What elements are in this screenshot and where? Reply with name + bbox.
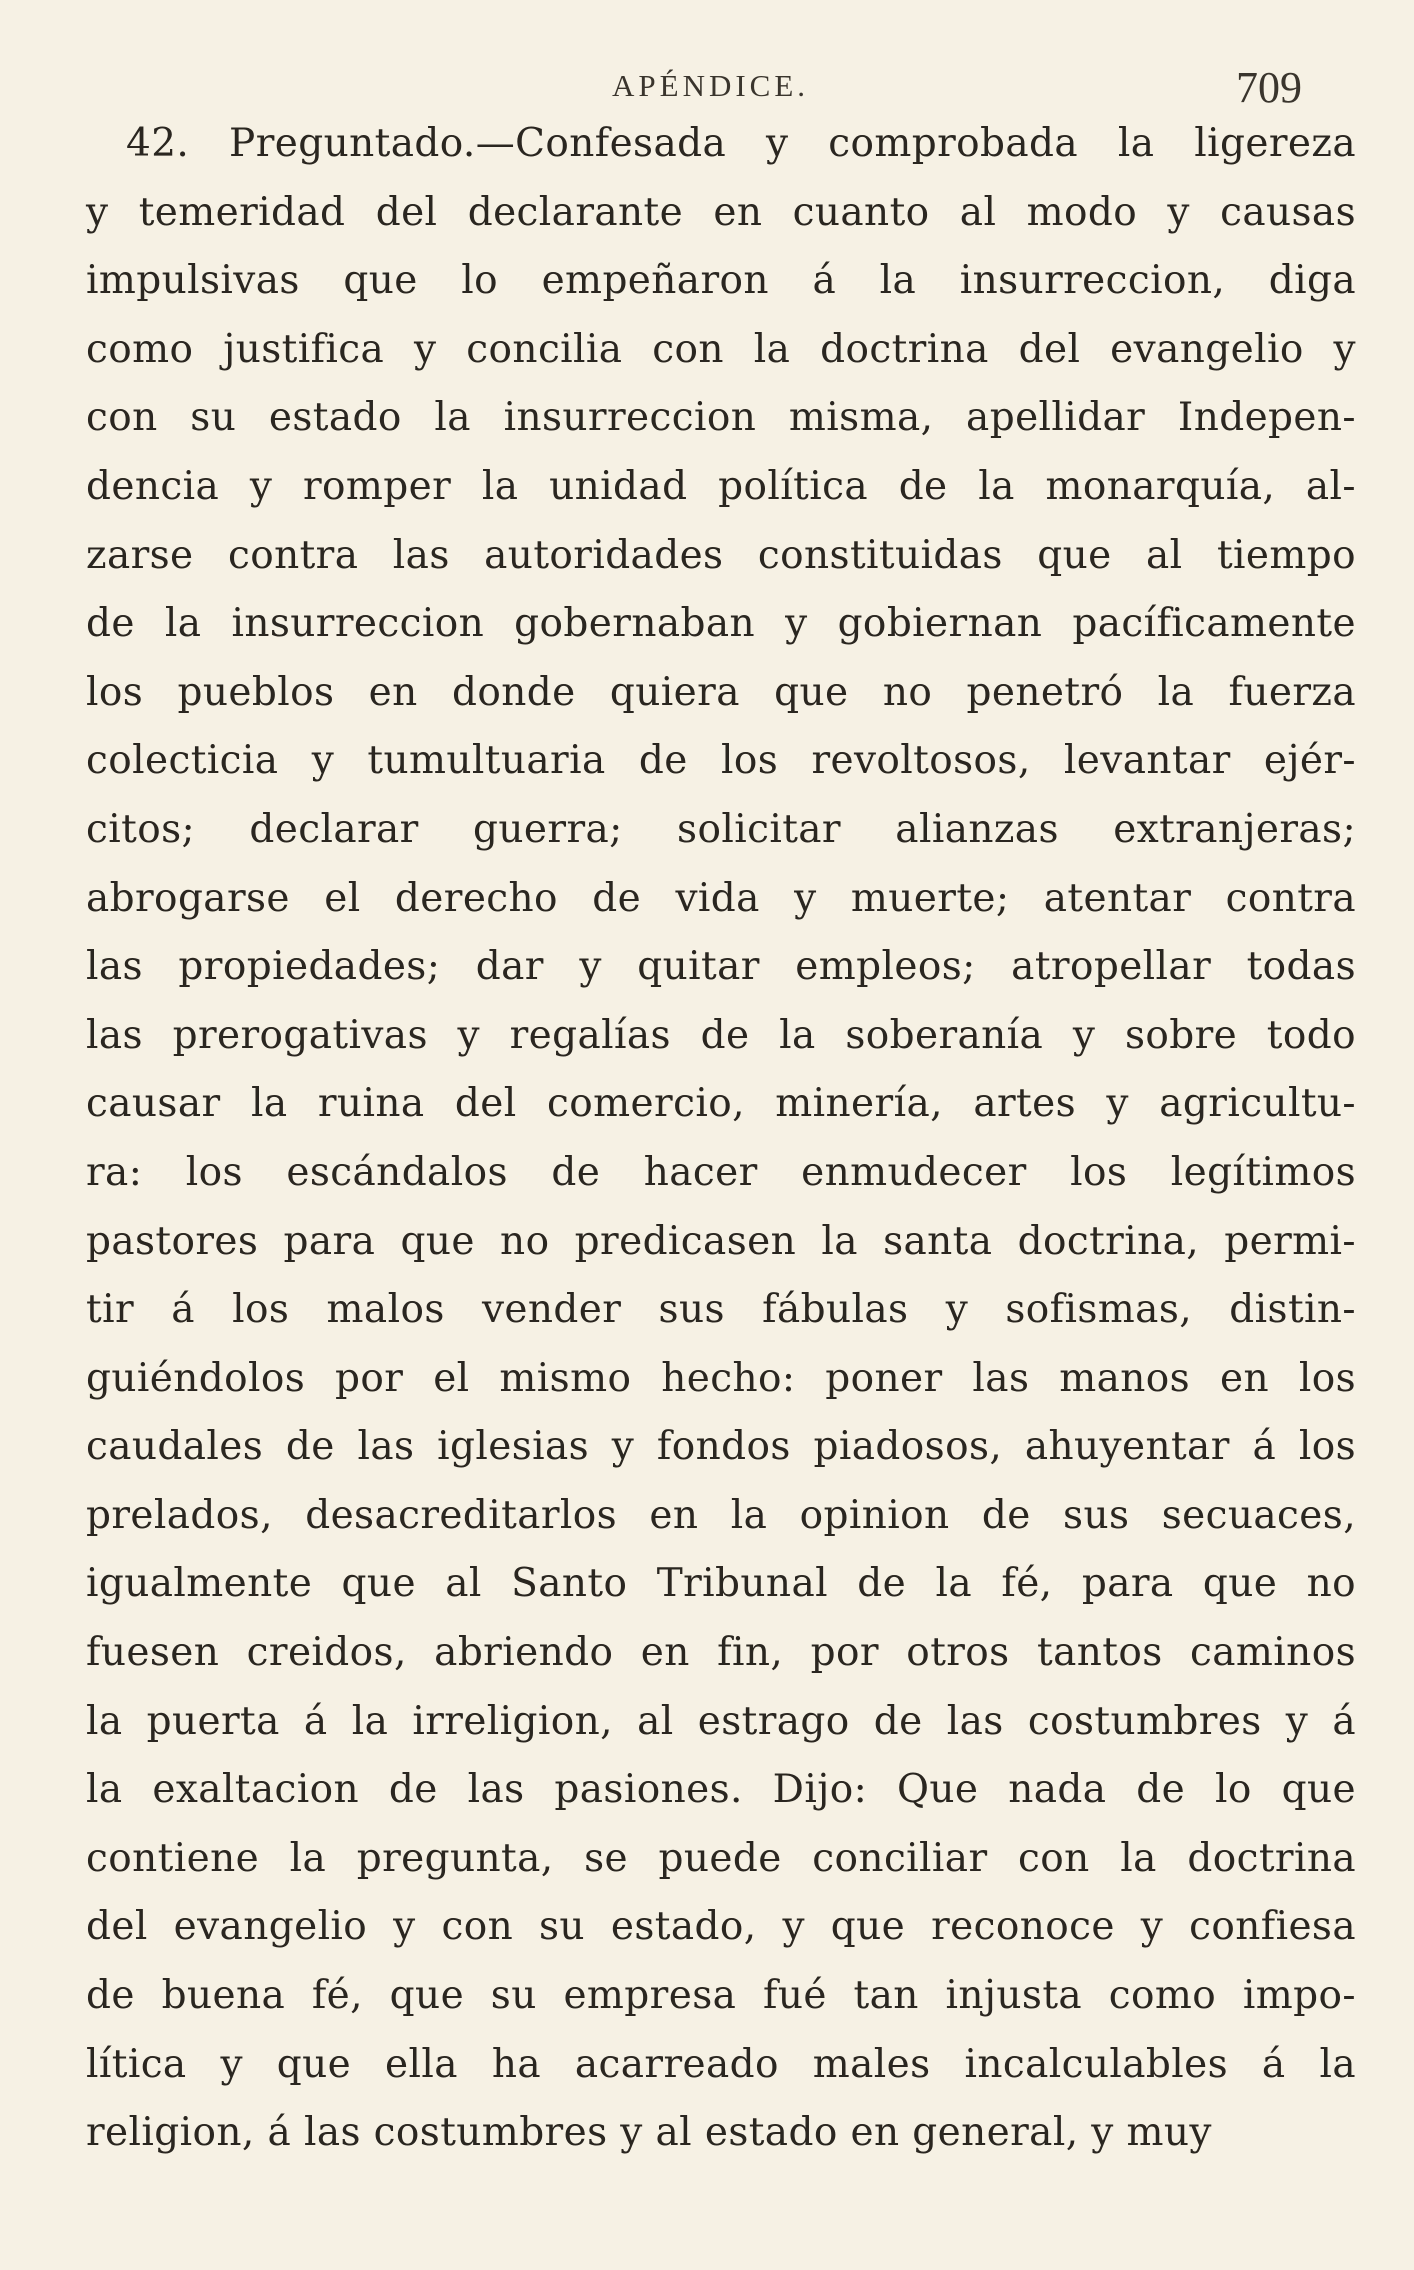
- text-line: fuesen creidos, abriendo en fin, por otros tantos caminos: [86, 1630, 1356, 1676]
- text-line: caudales de las iglesias y fondos piadosos, ahuyentar á los: [86, 1424, 1356, 1470]
- running-title: APÉNDICE.: [612, 68, 810, 103]
- text-line: dencia y romper la unidad política de la monarquía, al-: [86, 463, 1356, 509]
- text-line: y temeridad del declarante en cuanto al modo y causas: [86, 189, 1356, 235]
- text-line: las prerogativas y regalías de la soberanía y sobre todo: [86, 1012, 1356, 1058]
- text-line: como justifica y concilia con la doctrina del evangelio y: [86, 326, 1356, 372]
- text-line: lítica y que ella ha acarreado males incalculables á la: [86, 2041, 1356, 2087]
- text-line: los pueblos en donde quiera que no penetró la fuerza: [86, 669, 1356, 715]
- text-line: contiene la pregunta, se puede conciliar con la doctrina: [86, 1835, 1356, 1881]
- text-line: la exaltacion de las pasiones. Dijo: Que nada de lo que: [86, 1767, 1356, 1813]
- text-line: la puerta á la irreligion, al estrago de las costumbres y á: [86, 1698, 1356, 1744]
- text-line: tir á los malos vender sus fábulas y sofismas, distin-: [86, 1287, 1356, 1333]
- text-line: impulsivas que lo empeñaron á la insurreccion, diga: [86, 258, 1356, 304]
- text-line: 42. Preguntado.—Confesada y comprobada la ligereza: [126, 121, 1356, 166]
- text-line: abrogarse el derecho de vida y muerte; atentar contra: [86, 875, 1356, 921]
- text-line: de buena fé, que su empresa fué tan injusta como impo-: [86, 1973, 1356, 2019]
- text-line: del evangelio y con su estado, y que reconoce y confiesa: [86, 1904, 1356, 1950]
- page-number: 709: [1236, 63, 1302, 112]
- text-line: con su estado la insurreccion misma, apellidar Indepen-: [86, 395, 1356, 441]
- text-line: causar la ruina del comercio, minería, artes y agricultu-: [86, 1081, 1356, 1127]
- text-line: religion, á las costumbres y al estado en general, y muy: [86, 2110, 1212, 2156]
- text-line: las propiedades; dar y quitar empleos; atropellar todas: [86, 944, 1356, 990]
- text-line: de la insurreccion gobernaban y gobiernan pacíficamente: [86, 601, 1356, 647]
- text-line: prelados, desacreditarlos en la opinion de sus secuaces,: [86, 1492, 1356, 1538]
- text-line: citos; declarar guerra; solicitar alianzas extranjeras;: [86, 806, 1356, 852]
- text-line: pastores para que no predicasen la santa doctrina, permi-: [86, 1218, 1356, 1264]
- text-line: guiéndolos por el mismo hecho: poner las manos en los: [86, 1355, 1356, 1401]
- text-line: colecticia y tumultuaria de los revoltosos, levantar ejér-: [86, 738, 1356, 784]
- text-line: igualmente que al Santo Tribunal de la fé, para que no: [86, 1561, 1356, 1607]
- body-text: [86, 110, 1356, 2168]
- text-line: ra: los escándalos de hacer enmudecer los legítimos: [86, 1149, 1356, 1195]
- text-line: zarse contra las autoridades constituidas que al tiempo: [86, 532, 1356, 578]
